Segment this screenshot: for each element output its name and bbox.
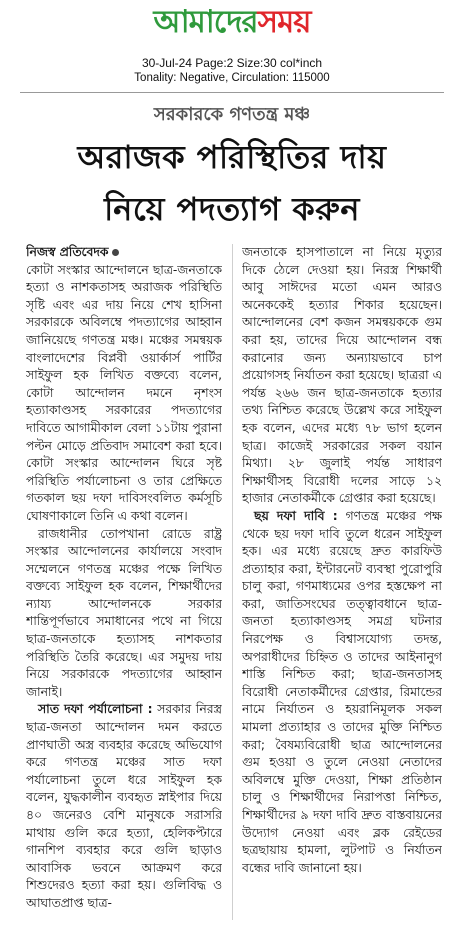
paragraph: জনতাকে হাসপাতালে না নিয়ে মৃত্যুর দিকে ঠেলে দেওয়া হয়। নিরস্ত্র শিক্ষার্থী আবু সাঈদের মতো এমন আরও অনেককেই হত্যার শিকার হয়েছেন। আন্দোলনের বেশ কজন সমন্বয়ককে গুম করা হয়, তাদের দিয়ে আন্দোলন বন্ধ করানোর জন্য অন্যায়ভাবে চাপ প্রয়োগসহ নির্যাতন করা হয়েছে। ছাত্ররা এ পর্যন্ত ২৬৬ জন ছাত্র-জনতাকে হত্যার তথ্য নিশ্চিত করেছে উল্লেখ করে সাইফুল হক বলেন, এদের মধ্যে ৭৮ ভাগ হলেন ছাত্র। কাজেই সরকারের সকল বয়ান মিথ্যা। ২৮ জুলাই পর্যন্ত সাধারণ শিক্ষার্থীসহ বিরোধী দলের সাড়ে ১২ হাজার নেতাকর্মীকে গ্রেপ্তার করা হয়েছে।	[242, 245, 442, 506]
article-column-right	[242, 244, 442, 924]
clipping-meta-line-2: Tonality: Negative, Circulation: 115000	[134, 72, 330, 84]
paragraph-with-subhead	[26, 701, 222, 912]
paragraph-text: গণতন্ত্র মঞ্চের পক্ষ থেকে ছয় দফা দাবি তুলে ধরেন সাইফুল হক। এর মধ্যে রয়েছে দ্রুত কারফিউ প্রত্যাহার করা, ইন্টারনেট ব্যবস্থা পুরোপুরি চালু করা, গণমাধ্যমের ওপর হস্তক্ষেপ না করা, জাতিসংঘের তত্ত্বাবধানে ছাত্র-জনতা হত্যাকাণ্ডসহ সমগ্র ঘটনার নিরপেক্ষ ও বিশ্বাসযোগ্য তদন্ত, অপরাধীদের চিহ্নিত ও তাদের আইনানুগ শাস্তি নিশ্চিত করা; ছাত্র-জনতাসহ বিরোধী নেতাকর্মীদের গ্রেপ্তার, রিমান্ডের নামে নির্যাতন ও হয়রানিমূলক সকল মামলা প্রত্যাহার ও তাদের মুক্তি নিশ্চিত করা; বৈষম্যবিরোধী ছাত্র আন্দোলনের গুম হওয়া ও তুলে নেওয়া নেতাদের অবিলম্বে মুক্তি দেওয়া, শিক্ষা প্রতিষ্ঠান চালু ও শিক্ষার্থীদের নিরাপত্তা নিশ্চিত, শিক্ষার্থীদের ৯ দফা দাবি দ্রুত বাস্তবায়নের উদ্যোগ নেওয়া এবং ব্লক রেইডের ছত্রছায়ায় হামলা, লুটপাট ও নির্যাতন বন্ধের দাবি জানানো হয়।	[242, 508, 442, 875]
headline-line-2: নিয়ে পদত্যাগ করুন	[104, 190, 360, 228]
paragraph-text: সরকার নিরস্ত্র ছাত্র-জনতা আন্দোলন দমন করতে প্রাণঘাতী অস্ত্র ব্যবহার করেছে অভিযোগ করে গণতন্ত্র মঞ্চের সাত দফা পর্যালোচনা তুলে ধরে সাইফুল হক বলেন, যুদ্ধকালীন ব্যবহৃত স্নাইপার দিয়ে ৪০ জনেরও বেশি মানুষকে সরাসরি মাথায় গুলি করে হত্যা, হেলিকপ্টারে গানশিপ ব্যবহার করে গুলি ছাড়াও আবাসিক ভবনে আক্রমণ করে শিশুদেরও হত্যা করা হয়। গুলিবিদ্ধ ও আঘাতপ্রাপ্ত ছাত্র-	[26, 702, 222, 910]
byline: নিজস্ব প্রতিবেদক	[26, 245, 109, 259]
logo-part-1: আমাদের	[153, 4, 258, 40]
column-divider	[232, 244, 233, 920]
byline-bullet-icon	[112, 249, 119, 256]
header-rule	[20, 92, 444, 93]
paragraph-with-subhead	[242, 508, 442, 877]
masthead	[0, 0, 464, 52]
headline-line-1: অরাজক পরিস্থিতির দায়	[77, 138, 387, 176]
article-column-left	[26, 244, 222, 924]
logo-part-2: সময়	[257, 4, 311, 40]
newspaper-logo	[153, 2, 310, 42]
paragraph: রাজধানীর তোপখানা রোডে রাষ্ট্র সংস্কার আন্দোলনের কার্যালয়ে সংবাদ সম্মেলনে গণতন্ত্র মঞ্চের পক্ষে লিখিত বক্তব্যে সাইফুল হক বলেন, শিক্ষার্থীদের ন্যায্য আন্দোলনকে সরকার শান্তিপূর্ণভাবে সমাধানের পথে না গিয়ে ছাত্র-জনতাকে হত্যাসহ নাশকতার পরিস্থিতি তৈরি করেছে। এর সমুদয় দায় নিয়ে সরকারকে পদত্যাগের আহ্বান জানাই।	[26, 526, 222, 699]
subhead-six-demands: ছয় দফা দাবি :	[254, 508, 338, 523]
paragraph: কোটা সংস্কার আন্দোলনে ছাত্র-জনতাকে হত্যা ও নাশকতাসহ অরাজক পরিস্থিতি সৃষ্টি এবং এর দায় নিয়ে শেখ হাসিনা সরকারকে অবিলম্বে পদত্যাগের আহ্বান জানিয়েছে গণতন্ত্র মঞ্চ। মঞ্চের সমন্বয়ক বাংলাদেশের বিপ্লবী ওয়ার্কার্স পার্টির সাইফুল হক লিখিত বক্তব্যে বলেন, কোটা আন্দোলন দমনে নৃশংস হত্যাকাণ্ডসহ সরকারের পদত্যাগের দাবিতে আগামীকাল বেলা ১১টায় পুরানা পল্টন মোড়ে প্রতিবাদ সমাবেশ করা হবে। কোটা সংস্কার আন্দোলন ঘিরে সৃষ্ট পরিস্থিতি পর্যালোচনা ও তার প্রেক্ষিতে গতকাল ছয় দফা দাবিসংবলিত কর্মসূচি ঘোষণাকালে তিনি এ কথা বলেন।	[26, 262, 222, 523]
article-kicker: সরকারকে গণতন্ত্র মঞ্চ	[153, 104, 311, 125]
subhead-seven-points: সাত দফা পর্যালোচনা :	[38, 702, 153, 717]
byline-row	[26, 244, 222, 262]
clipping-meta-line-1: 30-Jul-24 Page:2 Size:30 col*inch	[141, 56, 323, 70]
